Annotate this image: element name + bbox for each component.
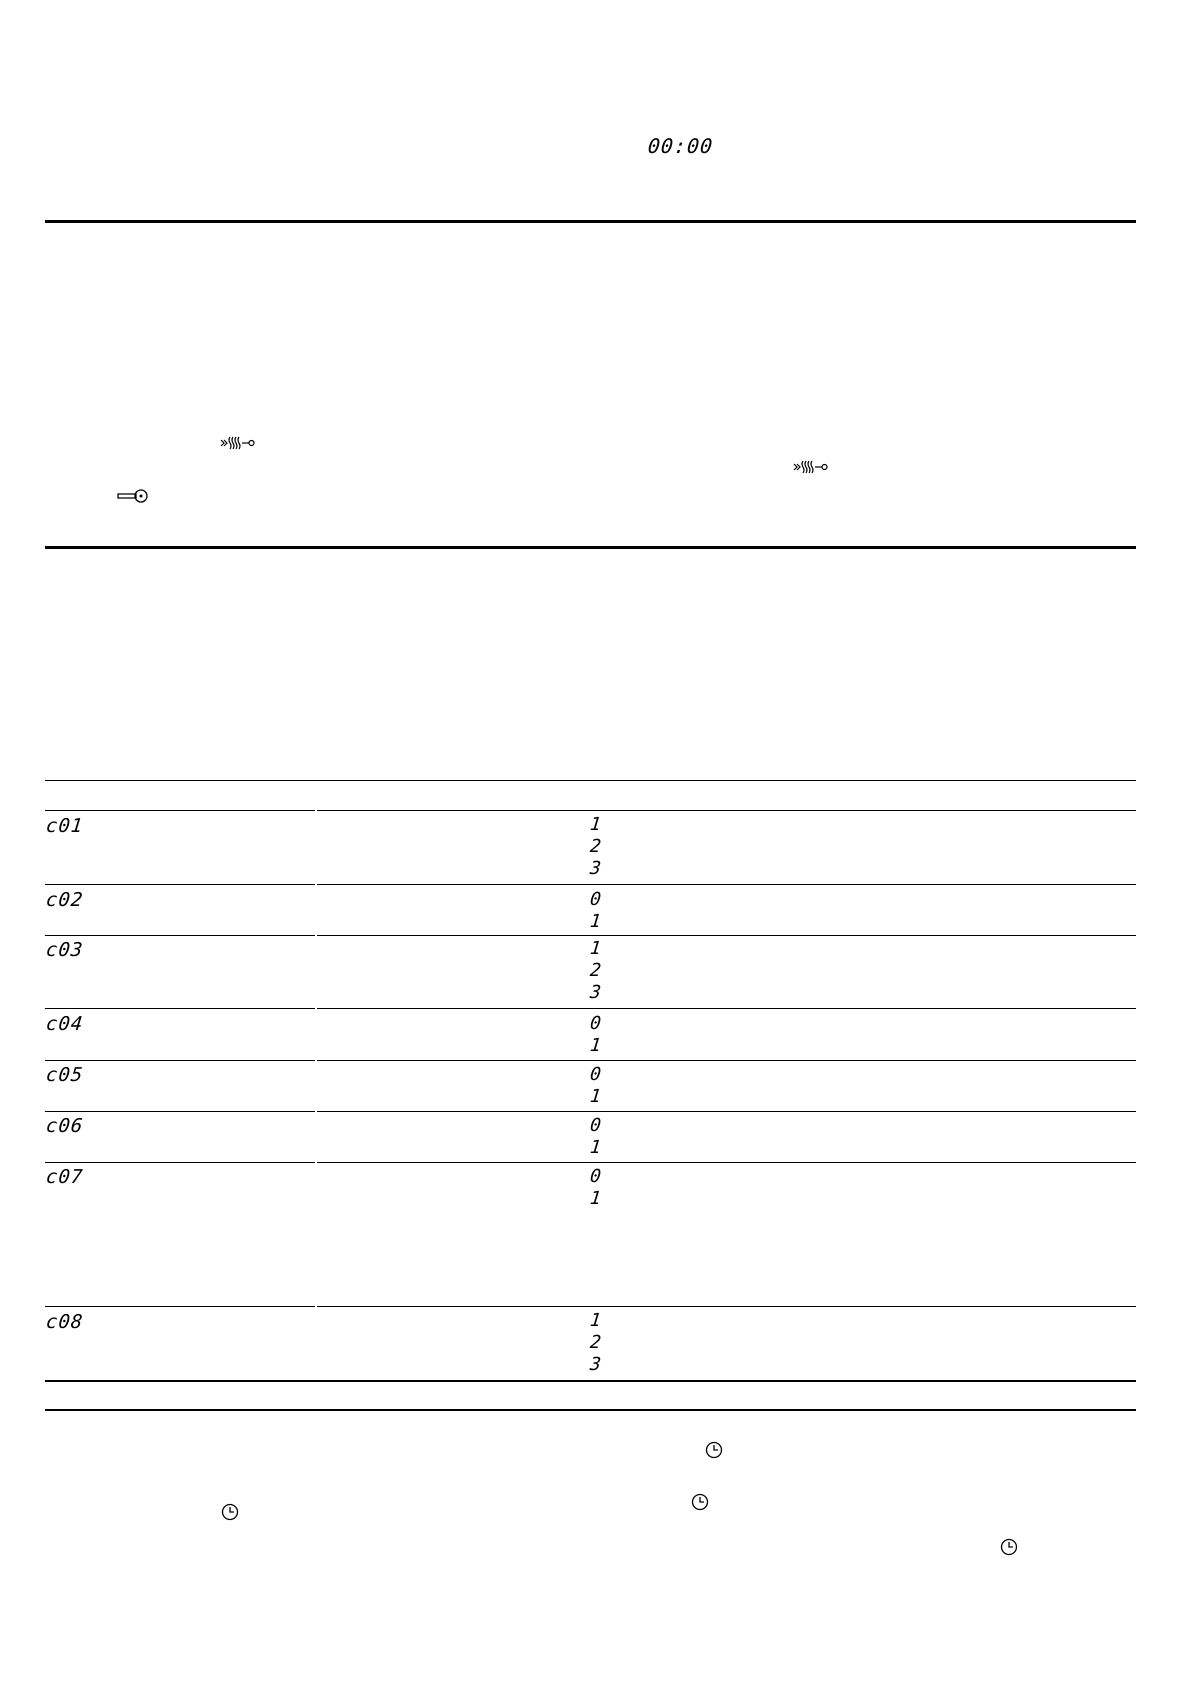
row-divider — [317, 884, 1136, 885]
table-row-value: 3 — [588, 1354, 602, 1375]
table-row-value: 2 — [588, 960, 602, 981]
table-row-value: 3 — [588, 982, 602, 1003]
heat-lock-icon — [220, 435, 256, 451]
heat-lock-icon — [793, 459, 829, 475]
row-divider — [45, 1111, 315, 1112]
table-header-rule-left — [45, 810, 315, 811]
row-divider — [45, 1008, 315, 1009]
key-icon — [116, 488, 148, 504]
table-row-value: 0 — [588, 1013, 602, 1034]
row-divider — [317, 1306, 1136, 1307]
row-divider — [45, 1162, 315, 1163]
table-row-code: c01 — [44, 815, 85, 837]
section-divider-bottom — [45, 1409, 1136, 1411]
table-row-value: 2 — [588, 1332, 602, 1353]
section-divider-middle — [45, 546, 1136, 549]
clock-icon — [705, 1441, 723, 1459]
table-row-code: c05 — [44, 1064, 85, 1086]
table-row-value: 1 — [588, 938, 602, 959]
table-row-value: 3 — [588, 858, 602, 879]
row-divider — [45, 935, 315, 936]
table-row-value: 0 — [588, 1166, 602, 1187]
table-row-code: c02 — [44, 889, 85, 911]
clock-icon — [221, 1503, 239, 1521]
table-row-value: 1 — [588, 911, 602, 932]
table-row-value: 1 — [588, 1310, 602, 1331]
clock-icon — [691, 1493, 709, 1511]
table-row-value: 1 — [588, 1086, 602, 1107]
time-display: 00:00 — [646, 134, 715, 158]
table-row-code: c08 — [44, 1311, 85, 1333]
row-divider — [317, 1162, 1136, 1163]
clock-icon — [1000, 1538, 1018, 1556]
table-row-code: c03 — [44, 939, 85, 961]
table-header-rule-right — [317, 810, 1136, 811]
table-row-code: c06 — [44, 1115, 85, 1137]
table-row-value: 1 — [588, 814, 602, 835]
row-divider — [317, 935, 1136, 936]
table-row-value: 0 — [588, 1064, 602, 1085]
row-divider — [317, 1111, 1136, 1112]
row-divider — [317, 1060, 1136, 1061]
row-divider — [45, 1060, 315, 1061]
table-row-value: 1 — [588, 1137, 602, 1158]
table-row-value: 1 — [588, 1188, 602, 1209]
row-divider — [317, 1008, 1136, 1009]
table-top-rule — [45, 780, 1136, 781]
table-row-code: c07 — [44, 1166, 85, 1188]
table-row-value: 2 — [588, 836, 602, 857]
table-row-value: 0 — [588, 889, 602, 910]
section-divider-top — [45, 220, 1136, 223]
table-row-value: 0 — [588, 1115, 602, 1136]
table-row-value: 1 — [588, 1035, 602, 1056]
table-bottom-rule — [45, 1380, 1136, 1382]
row-divider — [45, 1306, 315, 1307]
row-divider — [45, 884, 315, 885]
table-row-code: c04 — [44, 1013, 85, 1035]
